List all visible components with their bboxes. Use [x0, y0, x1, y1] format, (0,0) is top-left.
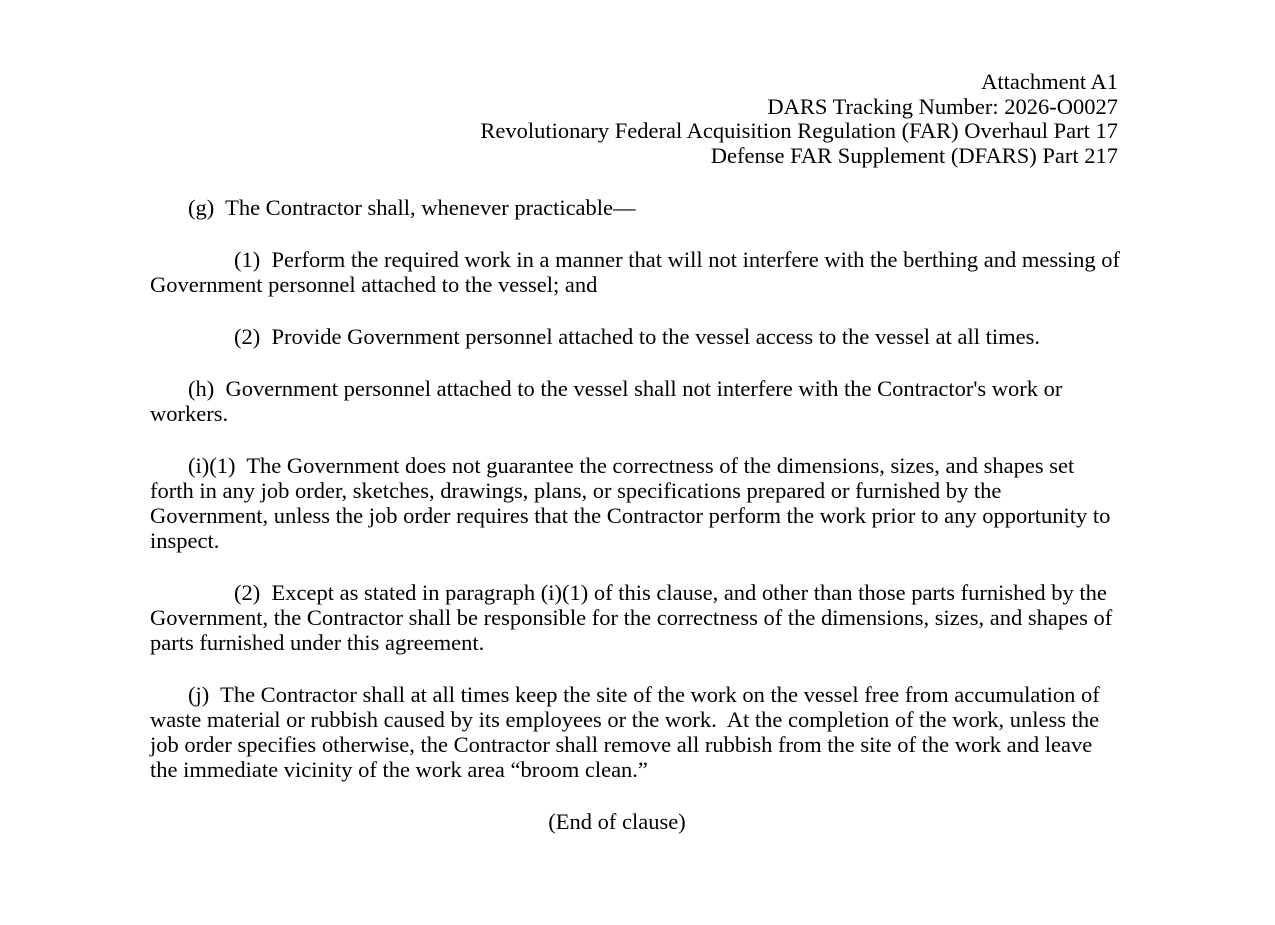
- paragraph-i-1: (i)(1) The Government does not guarantee the correctness of the dimensions, sizes, and shapes set forth in any job order, sketches, drawings, plans, or specifications prepared or furnished by the Government, unless the job order requires that the Contractor perform the work prior to any opportunity to inspect.: [150, 453, 1117, 554]
- paragraph-h: (h) Government personnel attached to the vessel shall not interfere with the Contractor's work or workers.: [150, 376, 1069, 427]
- header-attachment: Attachment A1: [981, 69, 1118, 94]
- paragraph-g-2: (2) Provide Government personnel attached to the vessel access to the vessel at all times.: [234, 324, 1041, 350]
- document-page: [150, 69, 1126, 835]
- header-far-part: Revolutionary Federal Acquisition Regulation (FAR) Overhaul Part 17: [480, 118, 1118, 144]
- document-header: [150, 70, 1118, 168]
- header-dfars-part: Defense FAR Supplement (DFARS) Part 217: [710, 142, 1118, 168]
- end-of-clause: (End of clause): [548, 809, 686, 835]
- header-tracking-number: DARS Tracking Number: 2026-O0027: [767, 93, 1118, 119]
- paragraph-g: (g) The Contractor shall, whenever practicable—: [188, 195, 636, 221]
- paragraph-j: (j) The Contractor shall at all times keep the site of the work on the vessel free from accumulation of waste material or rubbish caused by its employees or the work. At the completion of the work, unless the job order specifies otherwise, the Contractor shall remove all rubbish from the site of the work and leave the immediate vicinity of the work area “broom clean.”: [150, 682, 1106, 783]
- paragraph-g-1: (1) Perform the required work in a manner that will not interfere with the berthing and messing of Government personnel attached to the vessel; and: [150, 247, 1126, 298]
- paragraph-i-2: (2) Except as stated in paragraph (i)(1) of this clause, and other than those parts furnished by the Government, the Contractor shall be responsible for the correctness of the dimensions, sizes, and shapes of parts furnished under this agreement.: [150, 580, 1118, 656]
